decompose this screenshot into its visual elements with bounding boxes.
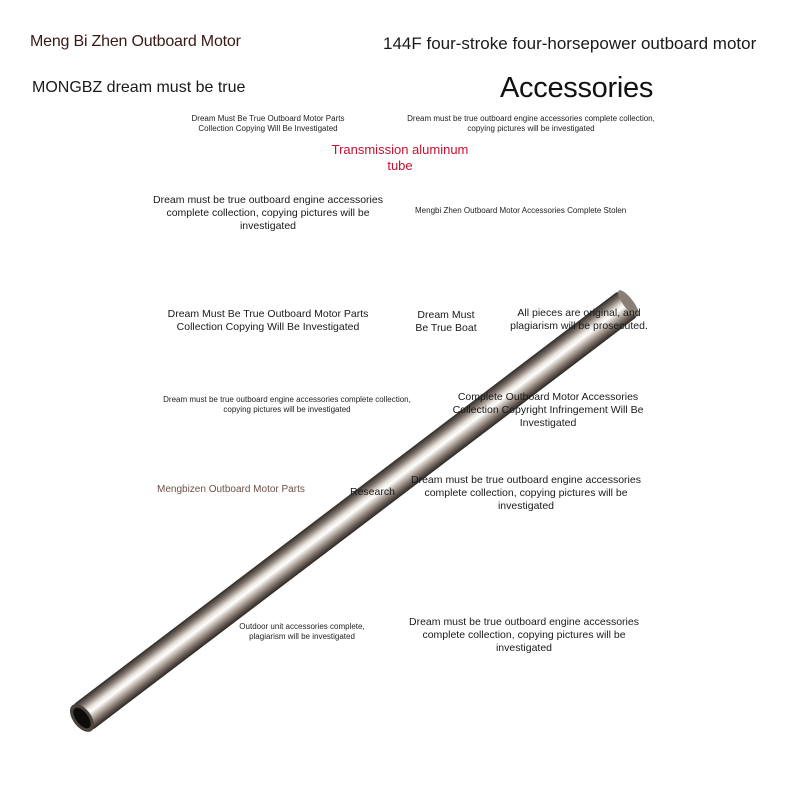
watermark-text: All pieces are original, and plagiarism will be prosecuted.	[510, 307, 648, 333]
watermark-text: Dream must be true outboard engine accessories complete collection, copying pictures will be investigated	[153, 194, 383, 233]
watermark-text: Dream Must Be True Outboard Motor Parts Collection Copying Will Be Investigated	[191, 114, 345, 133]
watermark-text: Complete Outboard Motor Accessories Collection Copyright Infringement Will Be Investigated	[452, 391, 644, 430]
watermark-text: Dream must be true outboard engine accessories complete collection, copying pictures will be investigated	[163, 395, 411, 414]
watermark-text: Mengbizen Outboard Motor Parts	[157, 484, 305, 495]
watermark-text: Dream must be true outboard engine accessories complete collection, copying pictures will be investigated	[411, 474, 641, 513]
watermark-text: Dream Must Be True Boat	[415, 309, 477, 335]
product-title: 144F four-stroke four-horsepower outboard motor	[383, 34, 757, 53]
section-heading: Accessories	[500, 72, 654, 104]
watermark-text: Dream Must Be True Outboard Motor Parts Collection Copying Will Be Investigated	[167, 308, 369, 334]
watermark-text: Dream must be true outboard engine accessories complete collection, copying pictures will be investigated	[409, 616, 639, 655]
watermark-text: Outdoor unit accessories complete, plagiarism will be investigated	[239, 622, 365, 641]
brand-tagline: MONGBZ dream must be true	[32, 79, 246, 96]
brand-name: Meng Bi Zhen Outboard Motor	[30, 33, 241, 50]
watermark-text: Dream must be true outboard engine accessories complete collection, copying pictures will be investigated	[407, 114, 655, 133]
part-name-label: Transmission aluminum tube	[331, 142, 469, 174]
watermark-text: Mengbi Zhen Outboard Motor Accessories Complete Stolen	[415, 206, 627, 215]
watermark-text: Research	[350, 486, 395, 498]
